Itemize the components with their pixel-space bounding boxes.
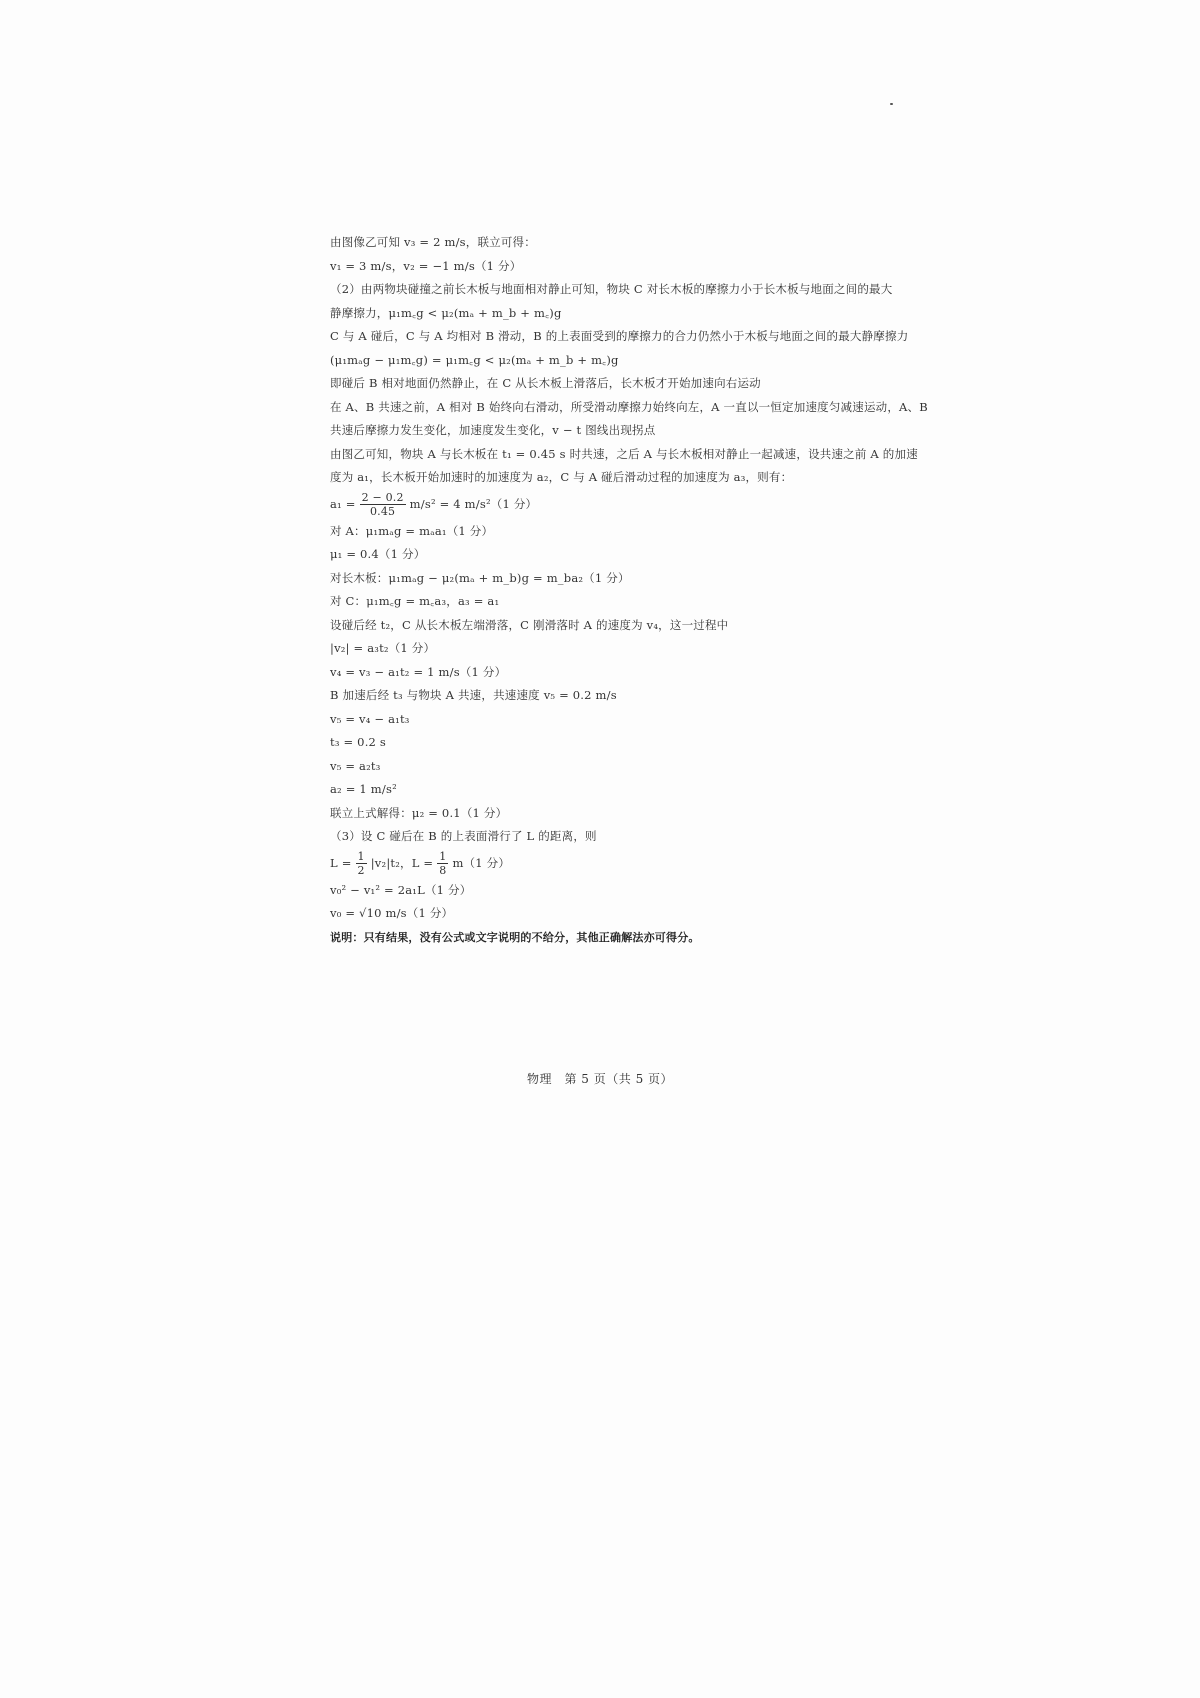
solution-line: 在 A、B 共速之前，A 相对 B 始终向右滑动，所受滑动摩擦力始终向左，A 一直以一恒定加速度匀减速运动，A、B [330, 399, 928, 414]
solution-line: 共速后摩擦力发生变化，加速度发生变化，v − t 图线出现拐点 [330, 423, 656, 437]
solution-line: |v₂| = a₃t₂（1 分） [330, 641, 436, 655]
solution-line: 由图像乙可知 v₃ = 2 m/s，联立可得： [330, 235, 536, 249]
solution-line: 由图乙可知，物块 A 与长木板在 t₁ = 0.45 s 时共速，之后 A 与长木板相对静止一起减速，设共速之前 A 的加速 [330, 446, 918, 461]
solution-line: v₅ = a₂t₃ [330, 758, 381, 773]
solution-line: μ₁ = 0.4（1 分） [330, 547, 426, 561]
formula-middle: |v₂|t₂，L = [370, 855, 434, 870]
formula-prefix: a₁ = [330, 496, 356, 511]
solution-line: 即碰后 B 相对地面仍然静止，在 C 从长木板上滑落后，长木板才开始加速向右运动 [330, 376, 761, 390]
solution-line: 对 C：μ₁m꜀g = m꜀a₃，a₃ = a₁ [330, 594, 500, 608]
formula-suffix: m/s² = 4 m/s²（1 分） [409, 496, 538, 511]
fraction [437, 850, 448, 877]
fraction-numerator: 2 − 0.2 [361, 491, 404, 504]
fraction [356, 850, 367, 877]
solution-line: （2）由两物块碰撞之前长木板与地面相对静止可知，物块 C 对长木板的摩擦力小于长木板与地面之间的最大 [330, 282, 893, 296]
solution-line: v₄ = v₃ − a₁t₂ = 1 m/s（1 分） [330, 664, 507, 679]
solution-text [330, 231, 928, 949]
solution-line: 度为 a₁，长木板开始加速时的加速度为 a₂，C 与 A 碰后滑动过程的加速度为 a₃，则有： [330, 470, 793, 484]
fraction [360, 491, 406, 518]
page-footer: 物理 第 5 页（共 5 页） [526, 1072, 674, 1086]
solution-line: C 与 A 碰后，C 与 A 均相对 B 滑动，B 的上表面受到的摩擦力的合力仍然小于木板与地面之间的最大静摩擦力 [330, 329, 909, 343]
solution-line: (μ₁mₐg − μ₁m꜀g) = μ₁m꜀g < μ₂(mₐ + m_b + m꜀)g [330, 352, 619, 367]
fraction-denominator: 0.45 [369, 505, 396, 518]
solution-line: a₂ = 1 m/s² [330, 782, 397, 796]
solution-line: 联立上式解得：μ₂ = 0.1（1 分） [330, 805, 508, 820]
fraction-denominator: 8 [439, 864, 447, 877]
fraction-numerator: 1 [439, 850, 447, 863]
solution-line: v₀² − v₁² = 2a₁L（1 分） [330, 882, 472, 897]
solution-line: v₀ = √10 m/s（1 分） [330, 906, 454, 920]
solution-line: 设碰后经 t₂，C 从长木板左端滑落，C 刚滑落时 A 的速度为 v₄，这一过程中 [330, 617, 729, 632]
scoring-note: 说明：只有结果，没有公式或文字说明的不给分，其他正确解法亦可得分。 [330, 930, 700, 944]
solution-line: v₁ = 3 m/s，v₂ = −1 m/s（1 分） [330, 258, 522, 273]
scan-artifact-dot [890, 103, 893, 105]
formula-suffix: m（1 分） [452, 855, 511, 870]
formula-prefix: L = [330, 855, 352, 870]
solution-line: t₃ = 0.2 s [330, 735, 387, 749]
solution-line: 对长木板：μ₁mₐg − μ₂(mₐ + m_b)g = m_ba₂（1 分） [330, 570, 630, 585]
solution-line: 静摩擦力，μ₁m꜀g < μ₂(mₐ + m_b + m꜀)g [330, 305, 562, 320]
solution-line: （3）设 C 碰后在 B 的上表面滑行了 L 的距离，则 [330, 829, 597, 843]
formula-line [330, 849, 900, 879]
formula-line [330, 490, 900, 520]
fraction-numerator: 1 [357, 850, 365, 863]
solution-line: v₅ = v₄ − a₁t₃ [330, 711, 410, 726]
solution-line: B 加速后经 t₃ 与物块 A 共速，共速速度 v₅ = 0.2 m/s [330, 688, 617, 702]
solution-line: 对 A：μ₁mₐg = mₐa₁（1 分） [330, 523, 494, 538]
fraction-denominator: 2 [357, 864, 365, 877]
